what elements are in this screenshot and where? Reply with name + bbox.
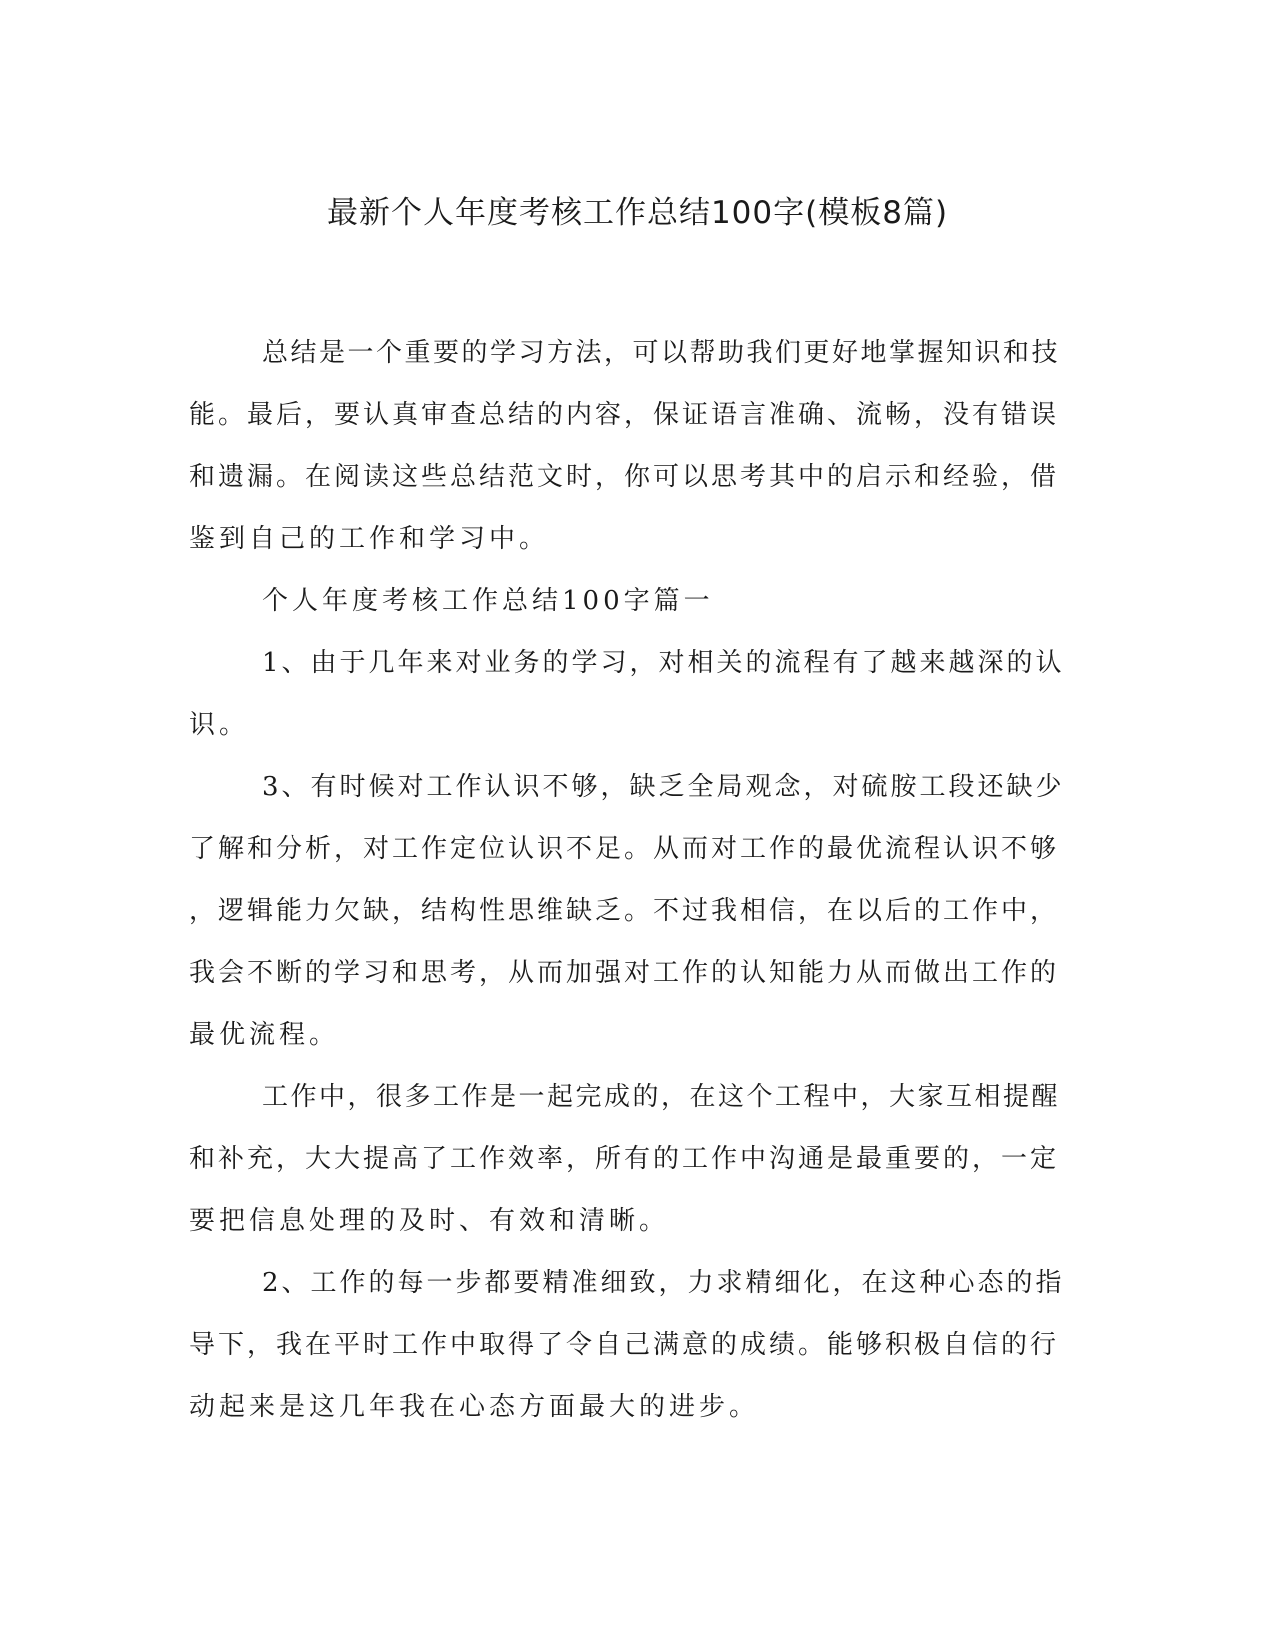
text-line: 1、由于几年来对业务的学习，对相关的流程有了越来越深的认 [262,648,1065,678]
text-line: 要把信息处理的及时、有效和清晰。 [189,1206,670,1236]
document-title: 最新个人年度考核工作总结100字(模板8篇) [326,195,949,231]
section-heading [189,570,1069,632]
text-line: 和补充，大大提高了工作效率，所有的工作中沟通是最重要的，一定 [189,1144,1060,1174]
text-line: 3、有时候对工作认识不够，缺乏全局观念，对硫胺工段还缺少 [262,772,1065,802]
text-line: 工作中，很多工作是一起完成的，在这个工程中，大家互相提醒 [262,1082,1061,1112]
document-body [189,322,1069,1438]
text-line: 2、工作的每一步都要精准细致，力求精细化，在这种心态的指 [262,1268,1065,1298]
paragraph-intro [189,322,1069,570]
paragraph-item-2 [189,1252,1069,1438]
text-line: 了解和分析，对工作定位认识不足。从而对工作的最优流程认识不够 [189,834,1060,864]
text-line: 个人年度考核工作总结100字篇一 [262,586,714,616]
text-line: 动起来是这几年我在心态方面最大的进步。 [189,1392,760,1422]
text-line: 能。最后，要认真审查总结的内容，保证语言准确、流畅，没有错误 [189,400,1060,430]
paragraph-teamwork [189,1066,1069,1252]
text-line: ，逻辑能力欠缺，结构性思维缺乏。不过我相信，在以后的工作中， [189,896,1060,926]
text-line: 鉴到自己的工作和学习中。 [189,524,550,554]
text-line: 我会不断的学习和思考，从而加强对工作的认知能力从而做出工作的 [189,958,1060,988]
paragraph-item-1 [189,632,1069,756]
text-line: 识。 [189,710,250,740]
text-line: 最优流程。 [189,1020,340,1050]
text-line: 和遗漏。在阅读这些总结范文时，你可以思考其中的启示和经验，借 [189,462,1060,492]
text-line: 导下，我在平时工作中取得了令自己满意的成绩。能够积极自信的行 [189,1330,1060,1360]
text-line: 总结是一个重要的学习方法，可以帮助我们更好地掌握知识和技 [262,338,1061,368]
paragraph-item-3 [189,756,1069,1066]
